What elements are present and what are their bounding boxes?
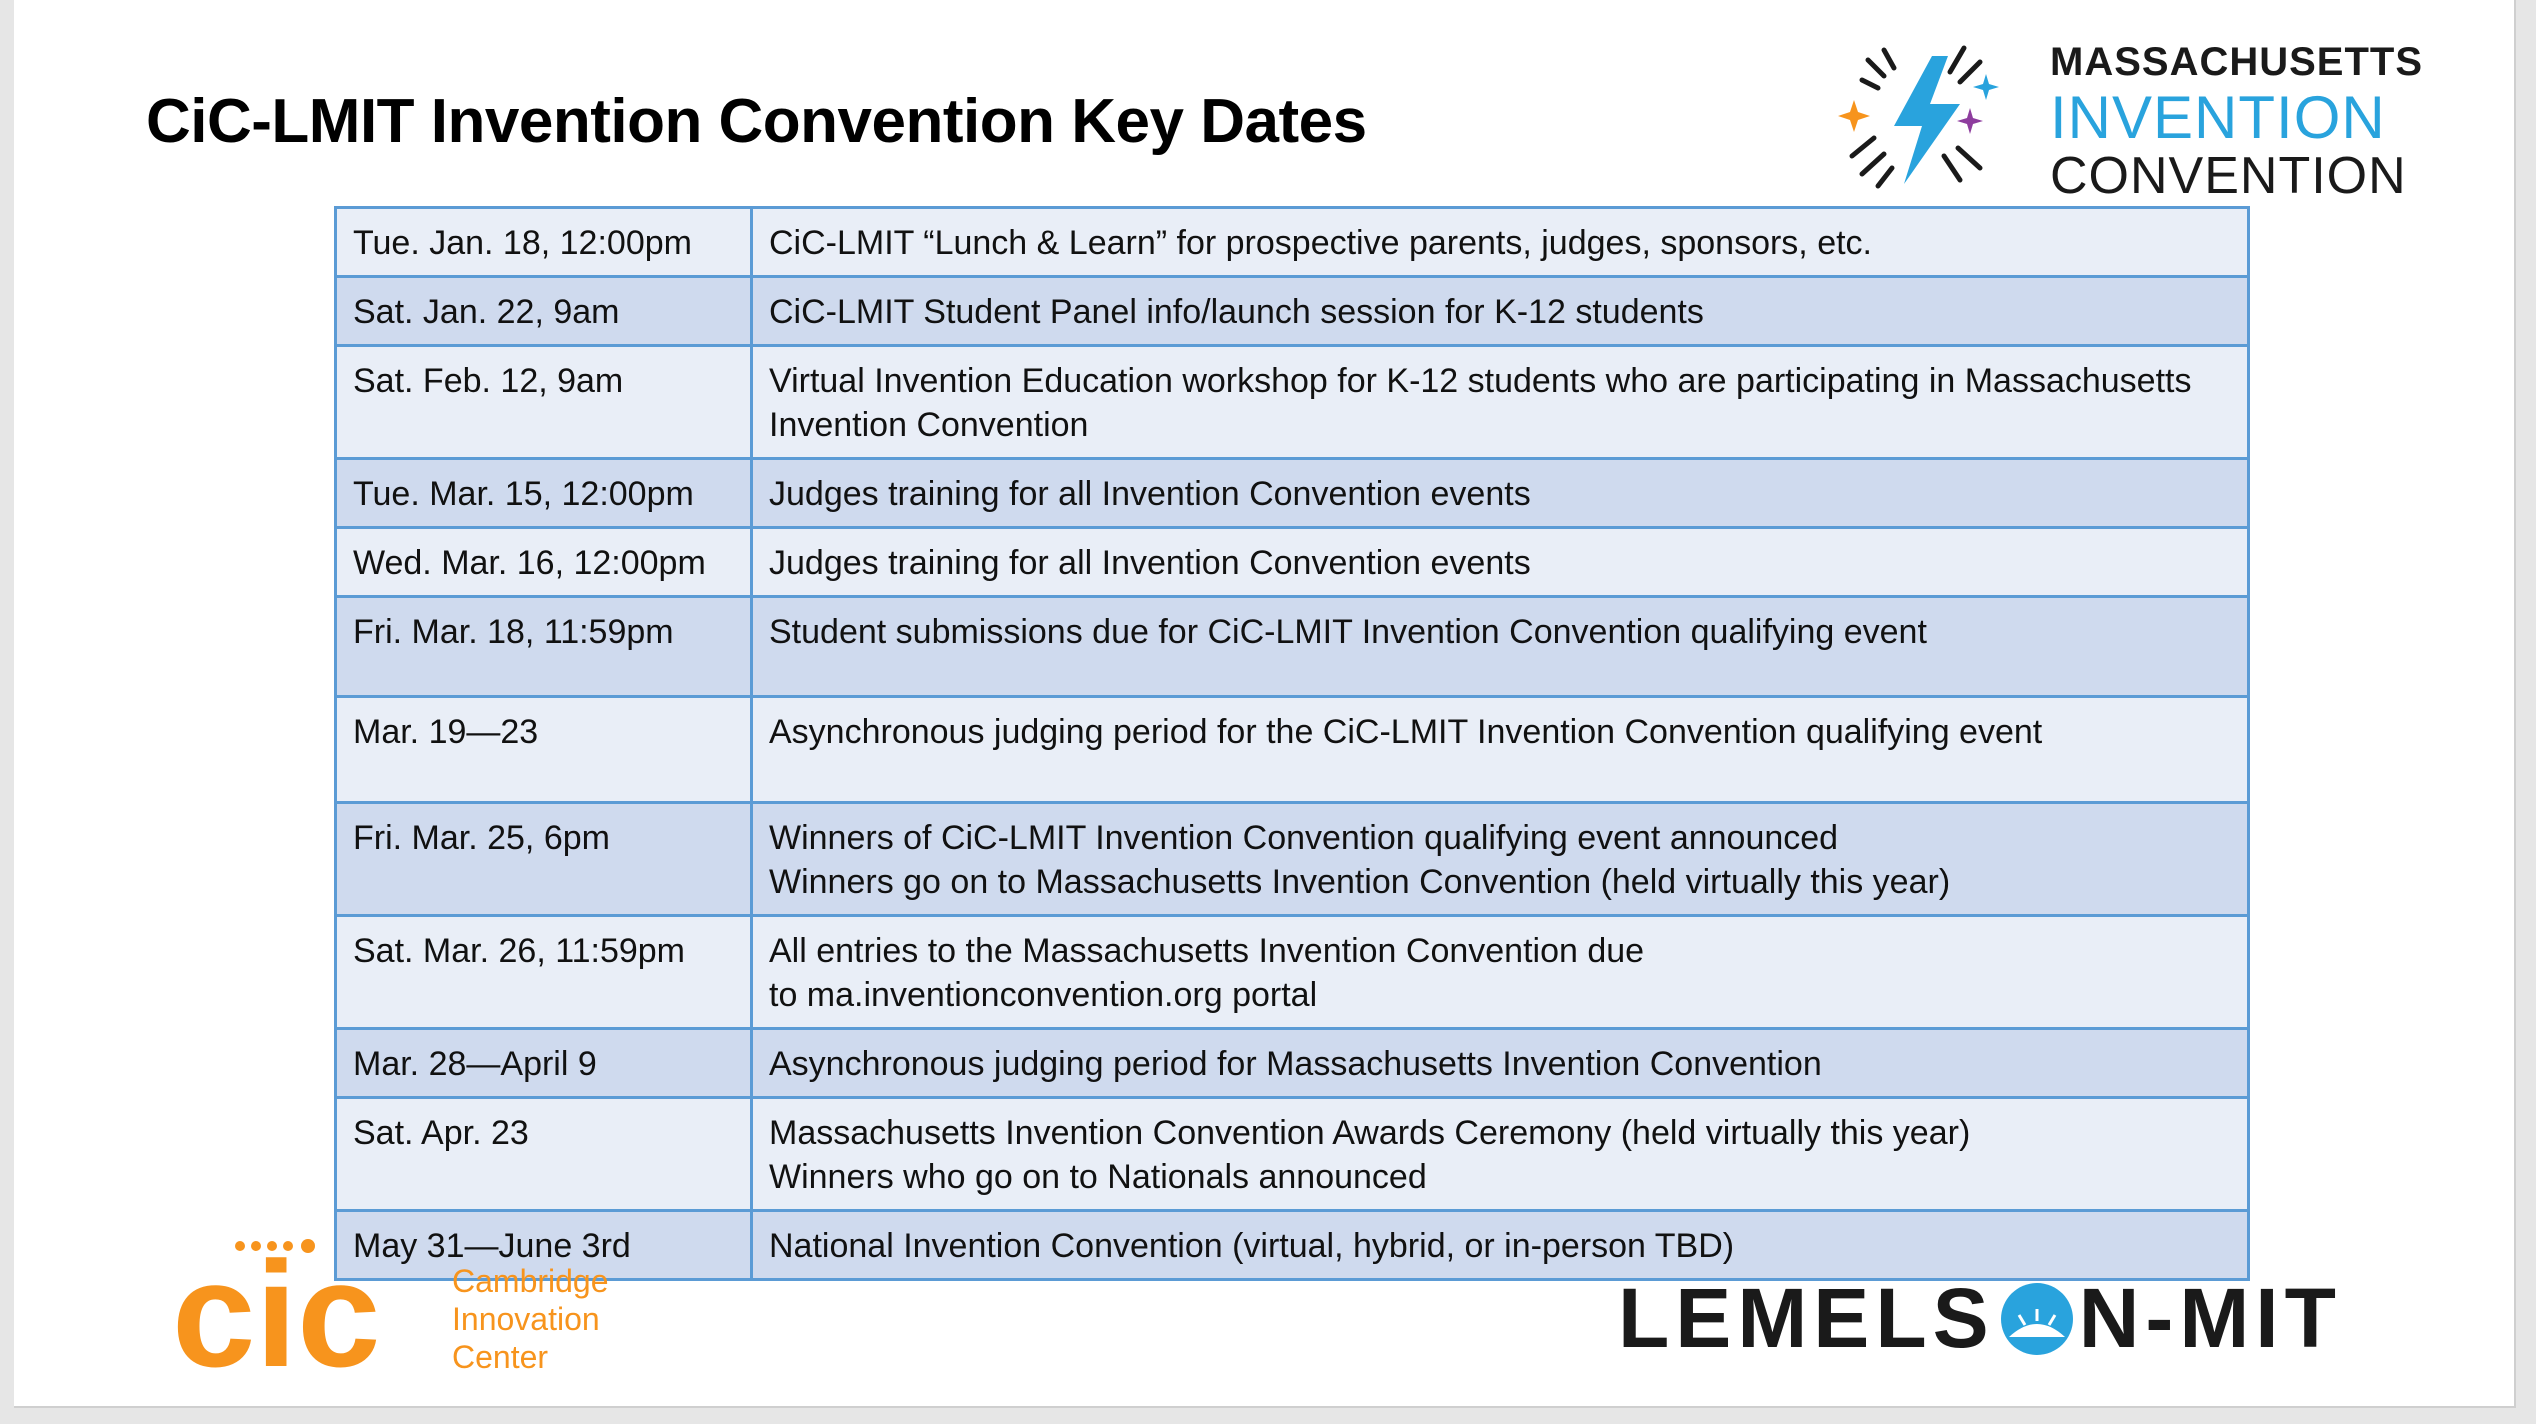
description-cell (752, 208, 2249, 277)
date-cell: Sat. Jan. 22, 9am (336, 277, 752, 346)
table-row (336, 528, 2249, 597)
cic-logo-line3: Center (452, 1339, 549, 1375)
table-row (336, 1098, 2249, 1211)
date-cell: Tue. Jan. 18, 12:00pm (336, 208, 752, 277)
table-row (336, 208, 2249, 277)
description-line: Winners who go on to Nationals announced (769, 1158, 1427, 1196)
description-line: CiC-LMIT “Lunch & Learn” for prospective parents, judges, sponsors, etc. (769, 224, 1872, 262)
description-cell (752, 803, 2249, 916)
table-row (336, 346, 2249, 459)
table-row (336, 277, 2249, 346)
table-row (336, 597, 2249, 697)
cic-logo-line1: Cambridge (452, 1263, 609, 1299)
description-line: Winners of CiC-LMIT Invention Convention qualifying event announced (769, 819, 1839, 857)
mic-logo-line2: INVENTION (2050, 84, 2386, 151)
table-row (336, 459, 2249, 528)
date-cell: May 31—June 3rd (336, 1211, 752, 1280)
description-line: Invention Convention (769, 406, 1089, 444)
mic-logo-line1: MASSACHUSETTS (2050, 40, 2424, 84)
description-cell (752, 346, 2249, 459)
description-line: to ma.inventionconvention.org portal (769, 976, 1318, 1014)
description-line: Massachusetts Invention Convention Awards Ceremony (held virtually this year) (769, 1114, 1971, 1152)
description-line: Asynchronous judging period for Massachusetts Invention Convention (769, 1045, 1822, 1083)
lightning-bolt-icon (1832, 38, 2012, 198)
description-line: CiC-LMIT Student Panel info/launch session for K-12 students (769, 293, 1704, 331)
description-line: Student submissions due for CiC-LMIT Invention Convention qualifying event (769, 613, 1927, 651)
description-cell (752, 528, 2249, 597)
cic-wordmark-icon (172, 1236, 432, 1376)
lemelson-mit-logo (1618, 1268, 2418, 1368)
slide (14, 0, 2516, 1408)
description-line: Virtual Invention Education workshop for K-12 students who are participating in Massachusetts (769, 362, 2192, 400)
mic-logo-line3: CONVENTION (2050, 147, 2407, 205)
date-cell: Sat. Feb. 12, 9am (336, 346, 752, 459)
description-cell (752, 459, 2249, 528)
description-cell (752, 697, 2249, 803)
slide-title: CiC-LMIT Invention Convention Key Dates (146, 87, 1367, 156)
cambridge-innovation-center-logo (172, 1236, 642, 1376)
lemelson-logo-left: LEMELS (1618, 1271, 1995, 1365)
key-dates-table (334, 206, 2250, 1281)
description-cell (752, 1029, 2249, 1098)
lemelson-logo-right: N-MIT (2078, 1271, 2342, 1365)
massachusetts-invention-convention-logo (1832, 38, 2424, 205)
table-row (336, 916, 2249, 1029)
description-line: All entries to the Massachusetts Invention Convention due (769, 932, 1645, 970)
table-row (336, 803, 2249, 916)
date-cell: Mar. 19—23 (336, 697, 752, 803)
date-cell: Sat. Apr. 23 (336, 1098, 752, 1211)
date-cell: Wed. Mar. 16, 12:00pm (336, 528, 752, 597)
date-cell: Fri. Mar. 25, 6pm (336, 803, 752, 916)
description-line: Judges training for all Invention Convention events (769, 544, 1531, 582)
description-cell (752, 597, 2249, 697)
description-line: Asynchronous judging period for the CiC-LMIT Invention Convention qualifying event (769, 713, 2043, 751)
date-cell: Mar. 28—April 9 (336, 1029, 752, 1098)
cic-logo-line2: Innovation (452, 1301, 600, 1337)
sunrise-icon (1999, 1281, 2075, 1357)
description-cell (752, 1098, 2249, 1211)
description-cell (752, 277, 2249, 346)
table-row (336, 1029, 2249, 1098)
description-line: Judges training for all Invention Convention events (769, 475, 1531, 513)
date-cell: Fri. Mar. 18, 11:59pm (336, 597, 752, 697)
date-cell: Tue. Mar. 15, 12:00pm (336, 459, 752, 528)
description-line: Winners go on to Massachusetts Invention Convention (held virtually this year) (769, 863, 1951, 901)
cic-wordmark: cic (172, 1236, 381, 1376)
date-cell: Sat. Mar. 26, 11:59pm (336, 916, 752, 1029)
description-cell (752, 916, 2249, 1029)
table-row (336, 697, 2249, 803)
description-line: National Invention Convention (virtual, hybrid, or in-person TBD) (769, 1227, 1735, 1265)
